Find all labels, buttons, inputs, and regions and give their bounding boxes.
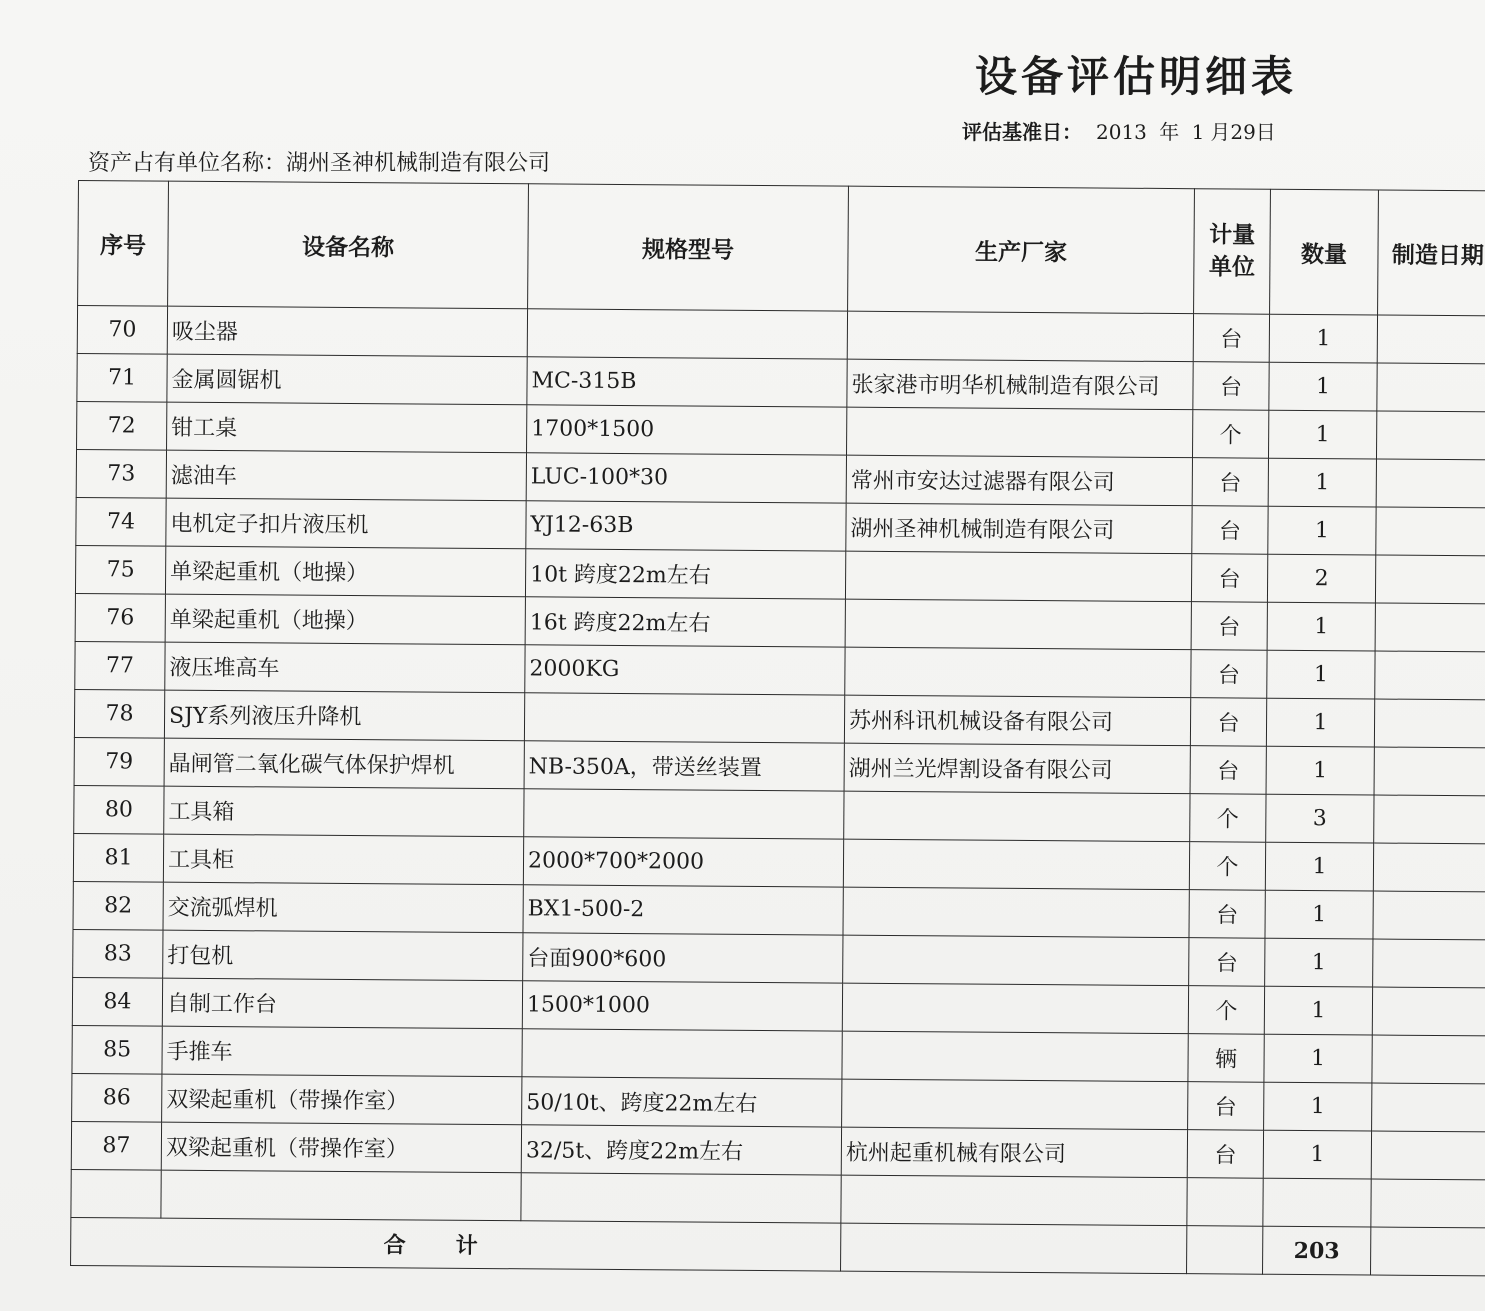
base-date-year: 2013 [1096, 120, 1147, 144]
row-qty: 1 [1264, 1082, 1372, 1131]
row-manufacturer: 湖州圣神机械制造有限公司 [846, 503, 1192, 554]
row-qty: 1 [1264, 986, 1372, 1035]
row-spec [524, 693, 844, 743]
row-spec: LUC-100*30 [526, 453, 846, 503]
row-no: 73 [76, 449, 166, 498]
row-spec [522, 1029, 842, 1079]
row-unit: 台 [1193, 314, 1269, 363]
row-spec [527, 309, 847, 359]
row-date [1372, 1083, 1485, 1132]
header-manufacturer: 生产厂家 [848, 186, 1195, 314]
row-no: 82 [73, 881, 163, 930]
row-spec: YJ12-63B [526, 501, 846, 551]
row-manufacturer: 湖州兰光焊割设备有限公司 [844, 743, 1190, 794]
row-no: 77 [75, 641, 165, 690]
row-name: 工具柜 [163, 834, 523, 885]
row-manufacturer: 常州市安达过滤器有限公司 [846, 455, 1192, 506]
row-no: 70 [77, 306, 167, 355]
row-name: 打包机 [163, 930, 523, 981]
row-unit: 台 [1189, 890, 1265, 939]
header-spec: 规格型号 [528, 184, 849, 311]
row-name: 钳工桌 [167, 402, 527, 453]
empty-cell [1263, 1178, 1371, 1227]
row-name: SJY系列液压升降机 [164, 690, 524, 741]
row-spec: MC-315B [527, 357, 847, 407]
row-name: 自制工作台 [162, 978, 522, 1029]
row-date [1376, 411, 1485, 460]
row-spec: 32/5t、跨度22m左右 [521, 1125, 841, 1175]
owner-name: 湖州圣神机械制造有限公司 [286, 151, 551, 176]
row-no: 78 [74, 689, 164, 738]
row-name: 单梁起重机（地操） [165, 594, 525, 645]
row-qty: 1 [1264, 1034, 1372, 1083]
header-unit [1194, 189, 1271, 315]
row-date [1374, 699, 1485, 748]
row-name: 吸尘器 [167, 306, 527, 357]
row-manufacturer [843, 839, 1189, 890]
row-qty: 1 [1269, 314, 1377, 363]
row-manufacturer [847, 407, 1193, 458]
total-row [71, 1217, 1485, 1275]
equipment-table-wrap [70, 180, 1485, 1276]
total-date-cell [1371, 1227, 1485, 1276]
row-unit: 台 [1187, 1130, 1263, 1179]
row-no: 83 [73, 929, 163, 978]
row-no: 74 [76, 497, 166, 546]
row-unit: 个 [1189, 842, 1265, 891]
row-manufacturer: 苏州科讯机械设备有限公司 [844, 695, 1190, 746]
row-no: 72 [77, 401, 167, 450]
row-spec: 1700*1500 [527, 405, 847, 455]
row-manufacturer [843, 887, 1189, 938]
row-qty: 1 [1266, 698, 1374, 747]
row-name: 液压堆高车 [165, 642, 525, 693]
row-unit: 辆 [1188, 1034, 1264, 1083]
row-manufacturer [845, 647, 1191, 698]
row-manufacturer [845, 551, 1191, 602]
row-unit: 个 [1188, 986, 1264, 1035]
row-spec: 台面900*600 [523, 933, 843, 983]
row-spec: 2000KG [525, 645, 845, 695]
row-date [1373, 843, 1485, 892]
row-date [1376, 459, 1485, 508]
header-qty: 数量 [1270, 189, 1379, 315]
row-name: 双梁起重机（带操作室） [162, 1074, 522, 1125]
row-qty: 1 [1268, 410, 1376, 459]
owner-label: 资产占有单位名称： [88, 151, 287, 176]
row-manufacturer [847, 311, 1193, 362]
row-name: 单梁起重机（地操） [165, 546, 525, 597]
table-header-row [78, 181, 1485, 316]
row-unit: 个 [1192, 410, 1268, 459]
row-qty: 1 [1268, 458, 1376, 507]
row-qty: 1 [1263, 1130, 1371, 1179]
row-qty: 1 [1265, 890, 1373, 939]
row-unit: 台 [1191, 554, 1267, 603]
row-manufacturer [844, 791, 1190, 842]
row-spec: NB-350A，带送丝装置 [524, 741, 844, 791]
header-unit-line1: 计量 [1209, 221, 1256, 249]
total-mfr-cell [841, 1223, 1187, 1274]
row-spec: 2000*700*2000 [523, 837, 843, 887]
row-date [1375, 651, 1485, 700]
row-no: 76 [75, 593, 165, 642]
row-name: 晶闸管二氧化碳气体保护焊机 [164, 738, 524, 789]
owner-line [88, 146, 550, 177]
row-no: 81 [73, 833, 163, 882]
row-qty: 1 [1267, 650, 1375, 699]
row-unit: 台 [1190, 698, 1266, 747]
row-manufacturer [845, 599, 1191, 650]
row-date [1371, 1131, 1485, 1180]
total-qty: 203 [1263, 1226, 1371, 1275]
row-manufacturer: 张家港市明华机械制造有限公司 [847, 359, 1193, 410]
row-manufacturer: 杭州起重机械有限公司 [841, 1127, 1187, 1178]
total-label: 合计 [71, 1217, 841, 1271]
row-unit: 台 [1192, 458, 1268, 507]
row-spec: BX1-500-2 [523, 885, 843, 935]
row-name: 双梁起重机（带操作室） [161, 1122, 521, 1173]
row-date [1375, 603, 1485, 652]
row-spec: 16t 跨度22m左右 [525, 597, 845, 647]
header-date: 制造日期 [1378, 190, 1485, 316]
document-title: 设备评估明细表 [975, 52, 1298, 101]
empty-cell [521, 1173, 841, 1223]
row-name: 电机定子扣片液压机 [166, 498, 526, 549]
row-name: 交流弧焊机 [163, 882, 523, 933]
total-unit-cell [1187, 1226, 1263, 1275]
row-date [1374, 795, 1485, 844]
row-name: 手推车 [162, 1026, 522, 1077]
row-unit: 台 [1190, 746, 1266, 795]
row-date [1377, 363, 1485, 412]
row-unit: 个 [1190, 794, 1266, 843]
row-unit: 台 [1188, 1082, 1264, 1131]
row-manufacturer [842, 983, 1188, 1034]
row-qty: 1 [1265, 842, 1373, 891]
empty-cell [161, 1170, 521, 1221]
row-date [1376, 507, 1485, 556]
base-date-month-day: 月29日 [1210, 120, 1276, 144]
row-name: 工具箱 [164, 786, 524, 837]
row-unit: 台 [1191, 650, 1267, 699]
row-spec [524, 789, 844, 839]
row-no: 85 [72, 1025, 162, 1074]
row-qty: 2 [1267, 554, 1375, 603]
row-date [1372, 1035, 1485, 1084]
row-unit: 台 [1192, 506, 1268, 555]
row-unit: 台 [1193, 362, 1269, 411]
table-body [71, 306, 1485, 1276]
row-unit: 台 [1189, 938, 1265, 987]
row-date [1373, 939, 1485, 988]
row-date [1372, 987, 1485, 1036]
row-unit: 台 [1191, 602, 1267, 651]
row-qty: 3 [1266, 794, 1374, 843]
row-no: 87 [71, 1121, 161, 1170]
row-no: 79 [74, 737, 164, 786]
row-qty: 1 [1266, 746, 1374, 795]
row-qty: 1 [1267, 602, 1375, 651]
header-no: 序号 [78, 181, 169, 307]
header-unit-line2: 单位 [1208, 253, 1255, 281]
row-spec: 50/10t、跨度22m左右 [522, 1077, 842, 1127]
row-qty: 1 [1268, 506, 1376, 555]
row-date [1375, 555, 1485, 604]
row-date [1374, 747, 1485, 796]
empty-cell [1187, 1178, 1263, 1227]
row-name: 滤油车 [166, 450, 526, 501]
row-manufacturer [842, 1031, 1188, 1082]
row-no: 86 [72, 1073, 162, 1122]
row-no: 80 [74, 785, 164, 834]
header-name: 设备名称 [168, 181, 529, 309]
row-qty: 1 [1265, 938, 1373, 987]
row-spec: 10t 跨度22m左右 [525, 549, 845, 599]
empty-cell [841, 1175, 1187, 1226]
base-date-month: 1 [1191, 120, 1205, 144]
equipment-table [70, 180, 1485, 1276]
row-qty: 1 [1269, 362, 1377, 411]
row-spec: 1500*1000 [522, 981, 842, 1031]
base-date-year-unit: 年 [1159, 120, 1180, 144]
row-manufacturer [842, 1079, 1188, 1130]
row-no: 75 [75, 545, 165, 594]
row-manufacturer [843, 935, 1189, 986]
row-date [1373, 891, 1485, 940]
row-no: 84 [72, 977, 162, 1026]
row-date [1377, 315, 1485, 364]
empty-cell [71, 1169, 161, 1218]
base-date-line [962, 116, 1276, 145]
empty-cell [1371, 1179, 1485, 1228]
base-date-label: 评估基准日： [962, 120, 1082, 144]
row-name: 金属圆锯机 [167, 354, 527, 405]
row-no: 71 [77, 353, 167, 402]
